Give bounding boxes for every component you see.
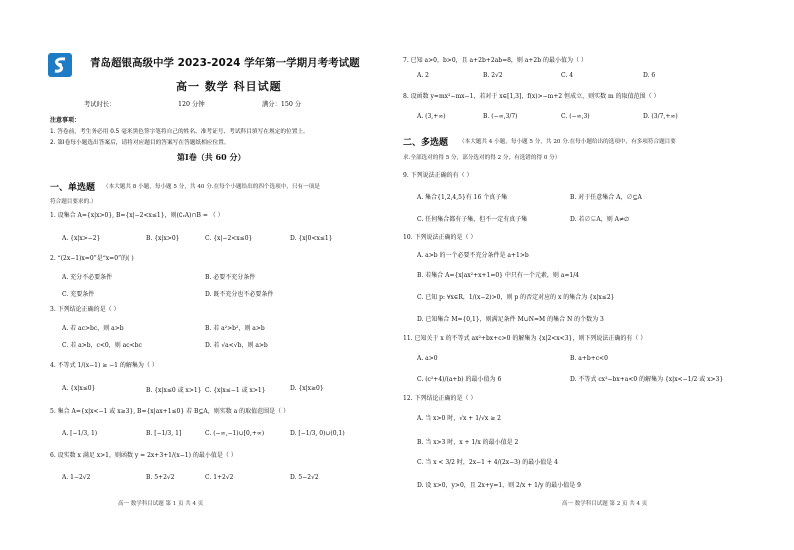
section-multi-title: 二、多选题 [403,138,449,148]
question-6-option-c: C. 1+2√2 [205,474,234,481]
question-1-option-b: B. 对于任意集合 A，∅⊆A [570,194,642,201]
section-single-title: 一、单选题 [50,183,96,193]
question-3-option-a: A. a>0 [417,355,438,362]
section-single-note-2: 符合题目要求的.） [50,199,97,205]
question-3-option-d: D. 不等式 cx²−bx+a<0 的解集为 {x|x<−1/2 或 x>3} [570,376,724,383]
question-2-stem: 10. 下列说法正确的是（ ） [403,234,477,241]
section-multi-note-2: 求.全部选对的得 5 分，部分选对的得 2 分，有选错的得 0 分） [403,155,561,161]
question-5-stem: 5. 集合 A={x|x<−1 或 x≥3}, B={x|ax+1≤0} 若 B⊆A，则实数 a 的取值范围是（ ） [50,408,290,415]
question-4-stem: 4. 不等式 1/(x−1) ≥ −1 的解集为（ ） [50,362,158,369]
question-4-option-a: A. 当 x>0 时，√x + 1/√x ≥ 2 [417,415,501,422]
question-1-stem: 7. 已知 a>0，b>0，且 a+2b+2ab=8，则 a+2b 的最小值为（ ） [403,57,587,64]
question-3-option-c: C. (c²+4)/(a+b) 的最小值为 6 [417,376,502,383]
question-2-option-b: B. (−∞,3/7) [483,113,518,120]
footer-right: 高一 数学科目试题 第 2 页 共 4 页 [562,501,648,507]
question-4-stem: 12. 下列结论正确的是（ ） [403,395,477,402]
question-2-stem: 8. 设函数 y=mx²−mx−1，若对于 x∈[1,3]，f(x)>−m+2 恒成立，则实数 m 的取值范围（ ） [403,93,660,100]
question-1-option-a: A. {x|x>−2} [62,235,101,242]
question-4-option-a: A. {x|x≤0} [62,385,96,392]
notice-line-1: 1. 答卷前，考生务必用 0.5 毫米黑色签字笔将自己的姓名、准考证号、考试科目填写在规定的位置上。 [50,129,309,135]
school-title: 青岛超银高级中学 2023-2024 学年第一学期月考考试题 [90,57,360,69]
school-logo-icon [48,53,72,77]
question-3-option-c: C. 若 a>b，c<0，则 ac<bc [62,342,142,349]
right-page [397,0,794,550]
question-3-option-b: B. 若 a²>b²，则 a>b [205,325,265,332]
question-2-option-d: D. 已知集合 M={0,1}，则满足条件 M∪N=M 的集合 N 的个数为 3 [417,316,604,323]
question-2-option-c: C. (−∞,3) [561,113,590,120]
question-2-option-d: D. 既不充分也不必要条件 [205,291,274,298]
time-value: 120 分钟 [178,101,205,108]
question-3-stem: 3. 下列结论正确的是（ ） [50,306,120,313]
part-one-title: 第Ⅰ卷（共 60 分） [177,152,246,162]
school-logo [48,53,72,77]
question-1-option-d: D. 若∅⊊A，则 A≠∅ [570,216,630,223]
question-2-option-b: B. 若集合 A={x|ax²+x+1=0} 中只有一个元素，则 a=1/4 [417,272,580,279]
question-6-option-b: B. 5+2√2 [146,474,175,481]
question-6-stem: 6. 设实数 x 满足 x>1，则函数 y = 2x+3+1/(x−1) 的最小值是（ ） [50,452,237,459]
question-1-option-c: C. {x|−2<x≤0} [205,235,253,242]
question-2-option-c: C. 充要条件 [62,291,95,298]
question-1-stem: 9. 下列说法正确的有（ ） [403,172,473,179]
question-1-option-a: A. 2 [417,72,429,79]
question-1-option-b: B. 2√2 [483,72,503,79]
question-4-option-c: C. 当 x < 3/2 时，2x−1 + 4/(2x−3) 的最小值是 4 [417,459,558,466]
question-2-option-b: B. 必要不充分条件 [205,274,256,281]
question-4-option-d: D. 设 x>0，y>0，且 2x+y=1，则 2/x + 1/y 的最小值是 9 [417,482,581,489]
question-4-option-c: C. {x|x≤−1 或 x>1} [205,387,266,394]
question-1-option-d: D. 6 [643,72,656,79]
question-1-stem: 1. 设集合 A={x|x>0}, B={x|−2<x≤1}，则(∁ᵣA)∩B = （ ） [50,212,224,219]
question-2-option-d: D. (3/7,+∞) [643,113,678,120]
question-5-option-c: C. (−∞,−1)∪[0,+∞) [205,430,265,437]
question-5-option-a: A. [−1/3, 1) [62,430,98,437]
score-label: 满分：150 分 [262,101,302,108]
notice-line-2: 2. 第Ⅰ卷每小题选出答案后，请将对应题目的答案写在答题纸相应位置。 [50,140,230,146]
time-label: 考试时长： [84,101,116,108]
question-3-option-a: A. 若 ac>bc，则 a>b [62,325,124,332]
question-3-option-d: D. 若 √a<√b，则 a>b [205,342,268,349]
question-2-option-c: C. 已知 p: ∀x∈R，1/(x−2)>0，则 p 的否定对应的 x 的集合为 {x|x≤2} [417,294,615,301]
question-6-option-d: D. 5−2√2 [290,474,319,481]
question-4-option-b: B. {x|x≤0 或 x>1} [146,387,202,394]
question-3-stem: 11. 已知关于 x 的不等式 ax²+bx+c>0 的解集为 {x|2<x<3}，则下列说法正确的有（ ） [403,335,647,342]
question-3-option-b: B. a+b+c<0 [570,355,608,362]
question-6-option-a: A. 1−2√2 [62,474,91,481]
question-2-option-a: A. 充分不必要条件 [62,274,113,281]
footer-left: 高一 数学科目试题 第 1 页 共 4 页 [118,501,204,507]
question-5-option-b: B. [−1/3, 1] [146,430,182,437]
question-1-option-b: B. {x|x>0} [146,235,180,242]
question-2-stem: 2. “(2x−1)x=0”是“x=0”的( ) [50,255,134,262]
question-4-option-d: D. {x|x≥0} [290,385,324,392]
question-5-option-d: D. [−1/3, 0)∪(0,1) [290,430,345,437]
question-4-option-b: B. 当 x>3 时，x + 1/x 的最小值是 2 [417,439,519,446]
question-1-option-c: C. 任何集合都有子集，但不一定有真子集 [417,216,528,223]
question-1-option-c: C. 4 [561,72,574,79]
exam-subtitle: 高一 数学 科目试题 [176,80,282,93]
question-1-option-a: A. 集合{1,2,4,5}有 16 个真子集 [417,194,508,201]
section-multi-note-1: （本大题共 4 小题，每小题 5 分，共 20 分.在每小题给出的选项中，有多项符合题目要 [459,139,676,145]
question-2-option-a: A. a>b 的一个必要不充分条件是 a+1>b [417,252,529,259]
section-single-note-1: （本大题共 8 小题，每小题 5 分，共 40 分.在每个小题给出的四个选项中，只有一项是 [103,184,320,190]
question-1-option-d: D. {x|0<x≤1} [290,235,333,242]
question-2-option-a: A. (3,+∞) [417,113,446,120]
notice-title: 注意事项： [50,117,81,124]
